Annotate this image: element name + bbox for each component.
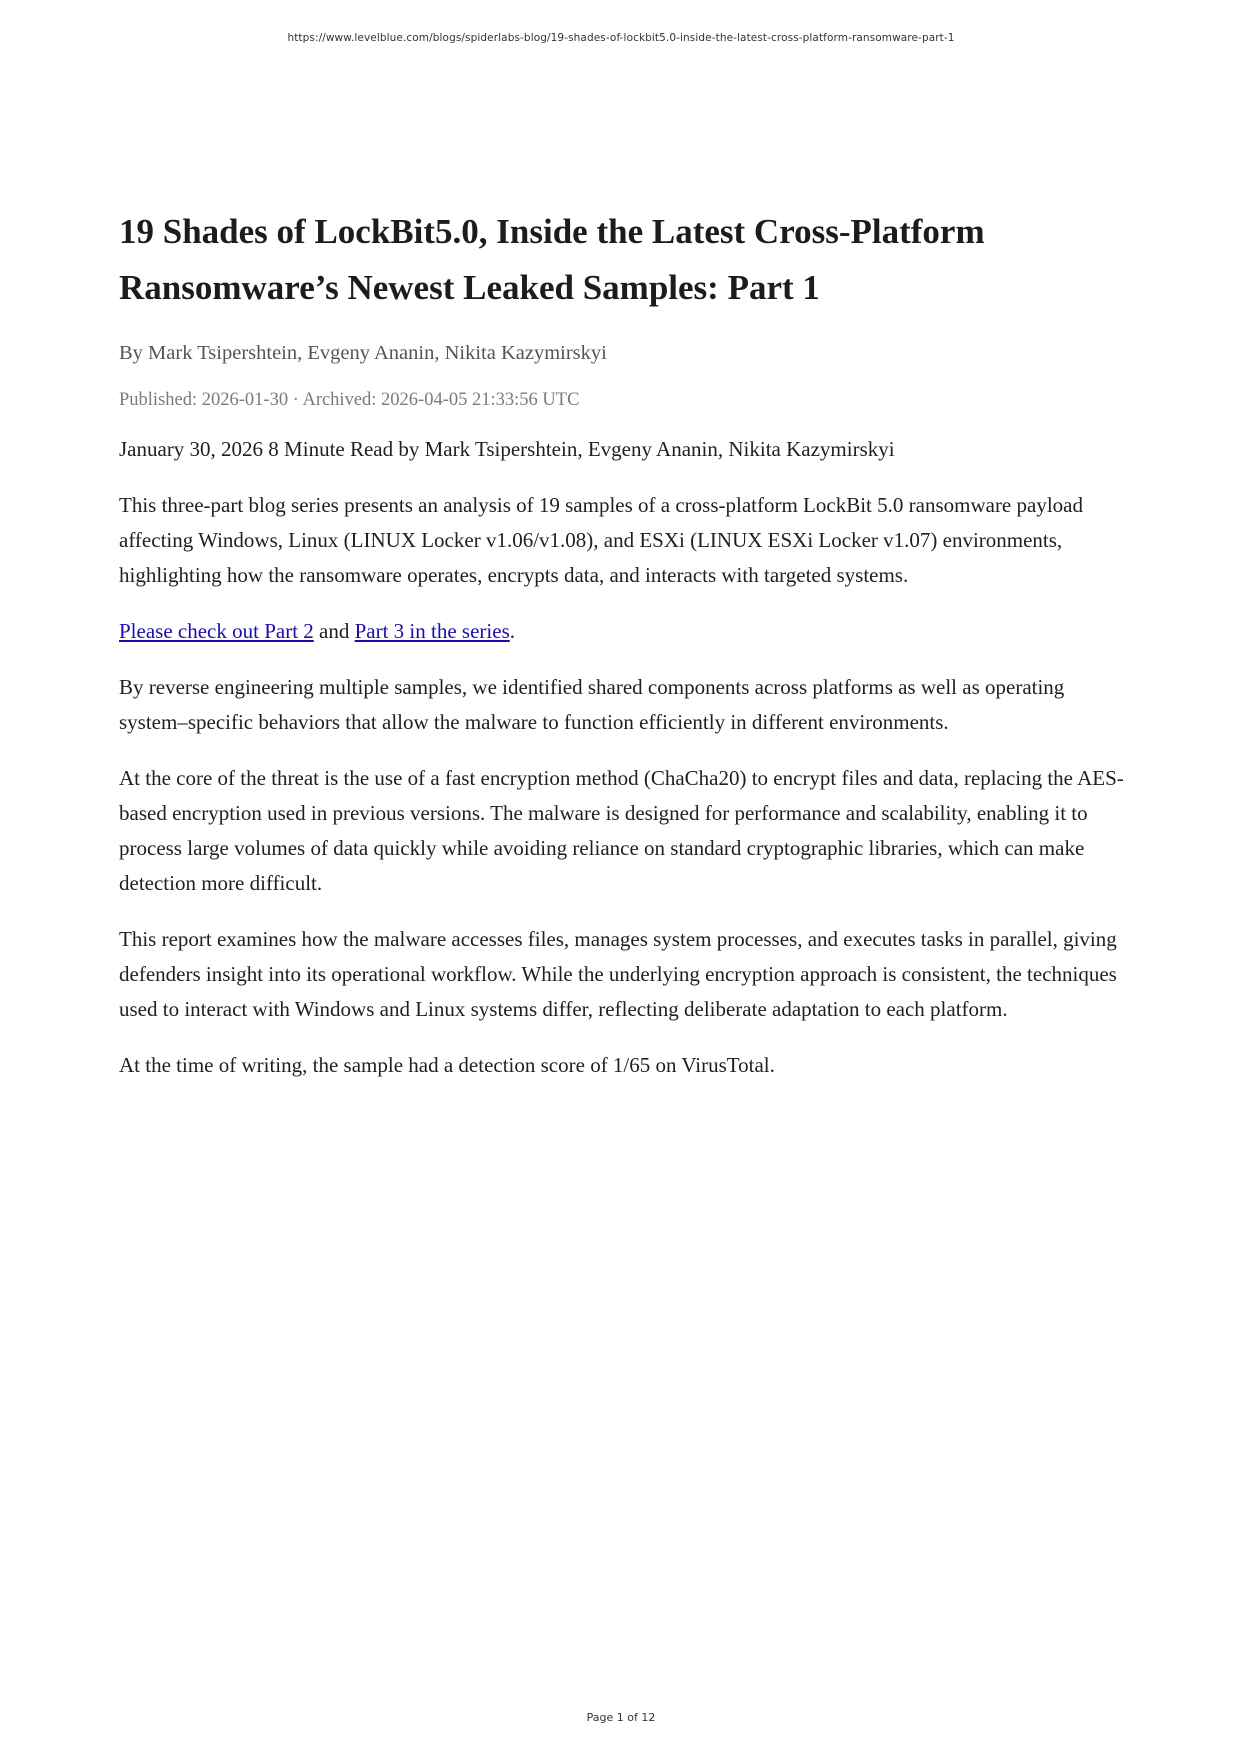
part3-link[interactable]: Part 3 in the series xyxy=(354,619,510,643)
dateline-paragraph: January 30, 2026 8 Minute Read by Mark Tsipershtein, Evgeny Ananin, Nikita Kazymirskyi xyxy=(119,437,895,461)
detection-paragraph: At the time of writing, the sample had a detection score of 1/65 on VirusTotal. xyxy=(119,1053,775,1077)
reverse-engineering-paragraph: By reverse engineering multiple samples, we identified shared components across platforms as well as operating system–specific behaviors that allow the malware to function efficiently in different environments. xyxy=(119,675,1065,734)
report-paragraph: This report examines how the malware accesses files, manages system processes, and executes tasks in parallel, giving defenders insight into its operational workflow. While the underlying encryption approach is consistent, the techniques used to interact with Windows and Linux systems differ, reflecting deliberate adaptation to each platform. xyxy=(119,927,1117,1021)
series-links-paragraph xyxy=(119,614,1129,649)
article-publish-meta: Published: 2026-01-30 · Archived: 2026-04-05 21:33:56 UTC xyxy=(119,390,580,410)
part2-link[interactable]: Please check out Part 2 xyxy=(119,619,314,643)
article-title: 19 Shades of LockBit5.0, Inside the Latest Cross-Platform Ransomware’s Newest Leaked Samples: Part 1 xyxy=(119,212,985,307)
core-threat-paragraph: At the core of the threat is the use of a fast encryption method (ChaCha20) to encrypt files and data, replacing the AES-based encryption used in previous versions. The malware is designed for performance and scalability, enabling it to process large volumes of data quickly while avoiding reliance on standard cryptographic libraries, which can make detection more difficult. xyxy=(119,766,1124,895)
article-body xyxy=(119,432,1129,1083)
article xyxy=(119,204,1129,1104)
series-links-conjunction: and xyxy=(313,619,355,643)
intro-paragraph: This three-part blog series presents an analysis of 19 samples of a cross-platform LockBit 5.0 ransomware payload affecting Windows, Linux (LINUX Locker v1.06/v1.08), and ESXi (LINUX ESXi Locker v1.07) environments, highlighting how the ransomware operates, encrypts data, and interacts with targeted systems. xyxy=(119,493,1083,587)
page-number-footer: Page 1 of 12 xyxy=(586,1711,656,1724)
article-byline: By Mark Tsipershtein, Evgeny Ananin, Nikita Kazymirskyi xyxy=(119,342,607,364)
page-url-header: https://www.levelblue.com/blogs/spiderlabs-blog/19-shades-of-lockbit5.0-inside-the-latest-cross-platform-ransomware-part-1 xyxy=(287,32,955,44)
series-links-period: . xyxy=(509,619,515,643)
